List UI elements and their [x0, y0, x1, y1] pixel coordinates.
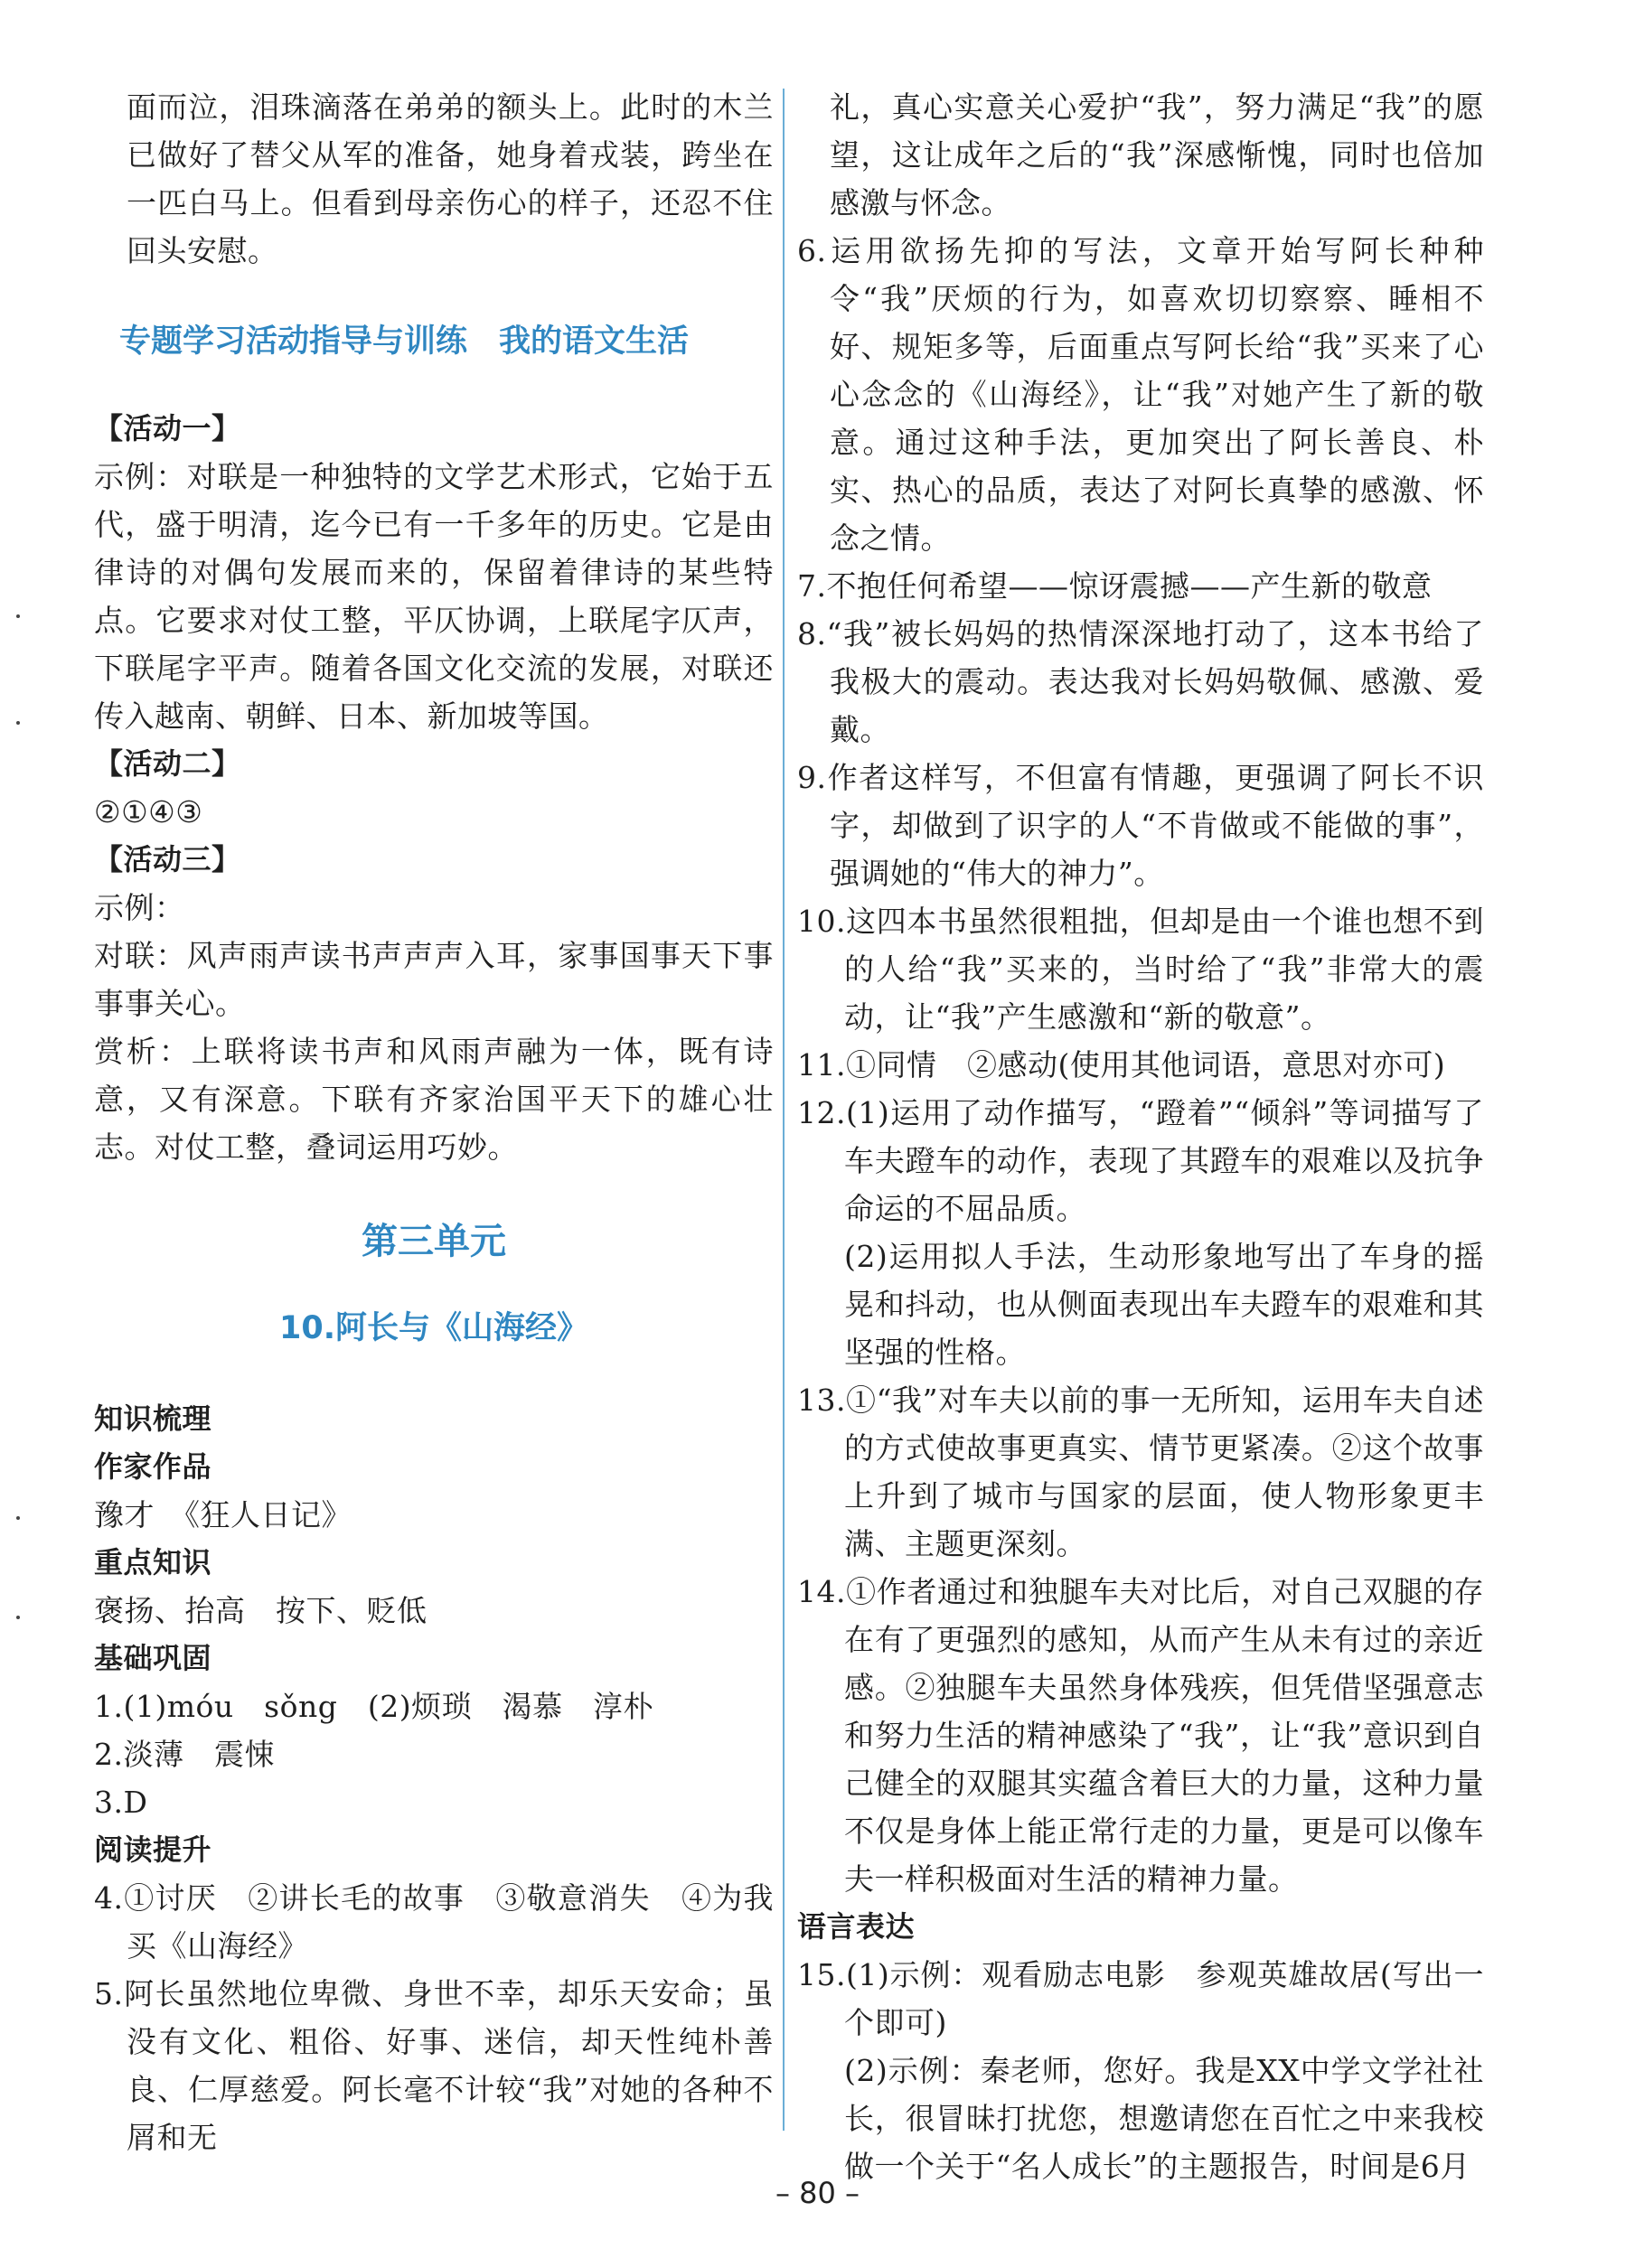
activity3-label: 【活动三】 — [94, 842, 241, 876]
basic-answer-1: 1.(1)móu sǒng (2)烦琐 渴慕 淳朴 — [94, 1689, 654, 1724]
page-number: – 80 – — [775, 2176, 860, 2210]
key-text: 褒扬、抬高 按下、贬低 — [94, 1593, 428, 1628]
basic-heading: 基础巩固 — [94, 1641, 212, 1675]
answer-10: 10.这四本书虽然很粗拙，但却是由一个谁也想不到的人给“我”买来的，当时给了“我”非常大的震动，让“我”产生感激和“新的敬意”。 — [797, 904, 1484, 1035]
author-text: 豫才 《狂人日记》 — [94, 1497, 352, 1532]
answer-6: 6.运用欲扬先抑的写法，文章开始写阿长种种令“我”厌烦的行为，如喜欢切切察察、睡相不好、规矩多等，后面重点写阿长给“我”买来了心心念念的《山海经》，让“我”对她产生了新的敬意。通过这种手法，更加突出了阿长善良、朴实、热心的品质，表达了对阿长真挚的感激、怀念之情。 — [797, 233, 1484, 556]
answer-12-1: 12.(1)运用了动作描写，“蹬着”“倾斜”等词描写了车夫蹬车的动作，表现了其蹬车的艰难以及抗争命运的不屈品质。 — [797, 1095, 1484, 1226]
reading-answer-4: 4.①讨厌 ②讲长毛的故事 ③敬意消失 ④为我买《山海经》 — [94, 1880, 774, 1963]
reading-heading: 阅读提升 — [94, 1832, 212, 1867]
author-heading: 作家作品 — [94, 1449, 212, 1484]
activity1-label: 【活动一】 — [94, 411, 241, 445]
unit-title: 第三单元 — [362, 1221, 506, 1262]
answer-12-2: (2)运用拟人手法，生动形象地写出了车身的摇晃和抖动，也从侧面表现出车夫蹬车的艰难和其坚强的性格。 — [844, 1239, 1484, 1370]
basic-answer-2: 2.淡薄 震悚 — [94, 1737, 275, 1772]
margin-dot — [16, 1616, 20, 1619]
topic-title: 专题学习活动指导与训练 我的语文生活 — [119, 323, 690, 360]
answer-15-1: 15.(1)示例：观看励志电影 参观英雄故居(写出一个即可) — [797, 1957, 1484, 2040]
answer-7: 7.不抱任何希望——惊讶震撼——产生新的敬意 — [797, 568, 1433, 604]
answer-8: 8.“我”被长妈妈的热情深深地打动了，这本书给了我极大的震动。表达我对长妈妈敬佩、感激、爱戴。 — [797, 616, 1484, 747]
answer-15-2: (2)示例：秦老师，您好。我是XX中学文学社社长，很冒昧打扰您，想邀请您在百忙之中来我校做一个关于“名人成长”的主题报告，时间是6月 — [844, 2053, 1484, 2184]
answer-5-continued: 礼，真心实意关心爱护“我”，努力满足“我”的愿望，这让成年之后的“我”深感惭愧，同时也倍加感激与怀念。 — [830, 89, 1484, 220]
activity3-example: 示例： — [94, 890, 185, 925]
language-heading: 语言表达 — [797, 1909, 916, 1944]
activity2-label: 【活动二】 — [94, 746, 241, 781]
answer-13: 13.①“我”对车夫以前的事一无所知，运用车夫自述的方式使故事更真实、情节更紧凑。②这个故事上升到了城市与国家的层面，使人物形象更丰满、主题更深刻。 — [797, 1382, 1484, 1561]
reading-answer-5: 5.阿长虽然地位卑微、身世不幸，却乐天安命；虽没有文化、粗俗、好事、迷信，却天性纯朴善良、仁厚慈爱。阿长毫不计较“我”对她的各种不屑和无 — [94, 1976, 774, 2155]
activity2-text: ②①④③ — [94, 794, 203, 829]
activity3-appreciation: 赏析：上联将读书声和风雨声融为一体，既有诗意，又有深意。下联有齐家治国平天下的雄心壮志。对仗工整，叠词运用巧妙。 — [94, 1034, 774, 1165]
lesson-title: 10.阿长与《山海经》 — [278, 1310, 588, 1346]
right-column — [797, 83, 1484, 2190]
basic-answer-3: 3.D — [94, 1785, 148, 1820]
knowledge-heading: 知识梳理 — [94, 1401, 212, 1436]
activity1-text: 示例：对联是一种独特的文学艺术形式，它始于五代，盛于明清，迄今已有一千多年的历史。它是由律诗的对偶句发展而来的，保留着律诗的某些特点。它要求对仗工整，平仄协调，上联尾字仄声，下联尾字平声。随着各国文化交流的发展，对联还传入越南、朝鲜、日本、新加坡等国。 — [94, 459, 774, 734]
answer-14: 14.①作者通过和独腿车夫对比后，对自己双腿的存在有了更强烈的感知，从而产生从未有过的亲近感。②独腿车夫虽然身体残疾，但凭借坚强意志和努力生活的精神感染了“我”，让“我”意识到自己健全的双腿其实蕴含着巨大的力量，这种力量不仅是身体上能正常行走的力量，更是可以像车夫一样积极面对生活的精神力量。 — [797, 1574, 1484, 1897]
key-heading: 重点知识 — [94, 1545, 212, 1579]
column-divider — [783, 89, 785, 2131]
left-column — [94, 83, 774, 2161]
margin-dot — [16, 614, 20, 618]
margin-dot — [16, 721, 20, 725]
intro-paragraph: 面而泣，泪珠滴落在弟弟的额头上。此时的木兰已做好了替父从军的准备，她身着戎装，跨坐在一匹白马上。但看到母亲伤心的样子，还忍不住回头安慰。 — [127, 89, 774, 268]
answer-9: 9.作者这样写，不但富有情趣，更强调了阿长不识字，却做到了识字的人“不肯做或不能做的事”，强调她的“伟大的神力”。 — [797, 760, 1484, 891]
activity3-couplet: 对联：风声雨声读书声声声入耳，家事国事天下事事事关心。 — [94, 938, 774, 1021]
answer-11: 11.①同情 ②感动(使用其他词语，意思对亦可) — [797, 1047, 1446, 1082]
margin-dot — [16, 1516, 20, 1520]
